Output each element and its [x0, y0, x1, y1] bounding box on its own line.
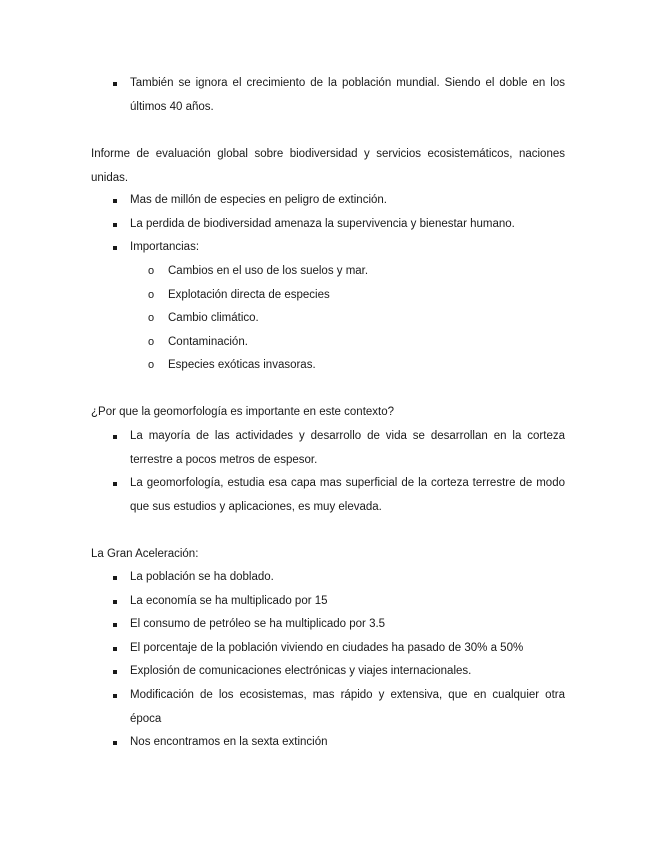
sub-list-item: o Cambio climático. — [168, 307, 259, 331]
list-item: Mas de millón de especies en peligro de extinción. — [130, 189, 565, 213]
section-heading: La Gran Aceleración: — [91, 548, 199, 560]
list-item: La población se ha doblado. — [130, 566, 565, 590]
list-item: Modificación de los ecosistemas, mas rápido y extensiva, que en cualquier otra época — [130, 684, 565, 731]
list-item: Explosión de comunicaciones electrónicas y viajes internacionales. — [130, 660, 565, 684]
list-item: Importancias: — [130, 236, 565, 260]
list-item: La economía se ha multiplicado por 15 — [130, 590, 565, 614]
list-item: La perdida de biodiversidad amenaza la supervivencia y bienestar humano. — [130, 213, 565, 237]
list-item: La mayoría de las actividades y desarrollo de vida se desarrollan en la corteza terrestre a pocos metros de espesor. — [130, 425, 565, 472]
list-item: El porcentaje de la población viviendo en ciudades ha pasado de 30% a 50% — [130, 637, 565, 661]
section-heading: ¿Por que la geomorfología es importante en este contexto? — [91, 406, 395, 418]
list-item: La geomorfología, estudia esa capa mas superficial de la corteza terrestre de modo que sus estudios y aplicaciones, es muy elevada. — [130, 472, 565, 519]
section-heading: Informe de evaluación global sobre biodiversidad y servicios ecosistemáticos, naciones unidas. — [91, 148, 565, 184]
list-item: Nos encontramos en la sexta extinción — [130, 731, 565, 755]
sub-list-item: o Contaminación. — [168, 331, 248, 355]
list-item: También se ignora el crecimiento de la población mundial. Siendo el doble en los últimos 40 años. — [130, 72, 565, 119]
sub-list-item: o Explotación directa de especies — [168, 284, 330, 308]
sub-list-item: o Especies exóticas invasoras. — [168, 354, 316, 378]
sub-list-item: o Cambios en el uso de los suelos y mar. — [168, 260, 368, 284]
list-item: El consumo de petróleo se ha multiplicado por 3.5 — [130, 613, 565, 637]
